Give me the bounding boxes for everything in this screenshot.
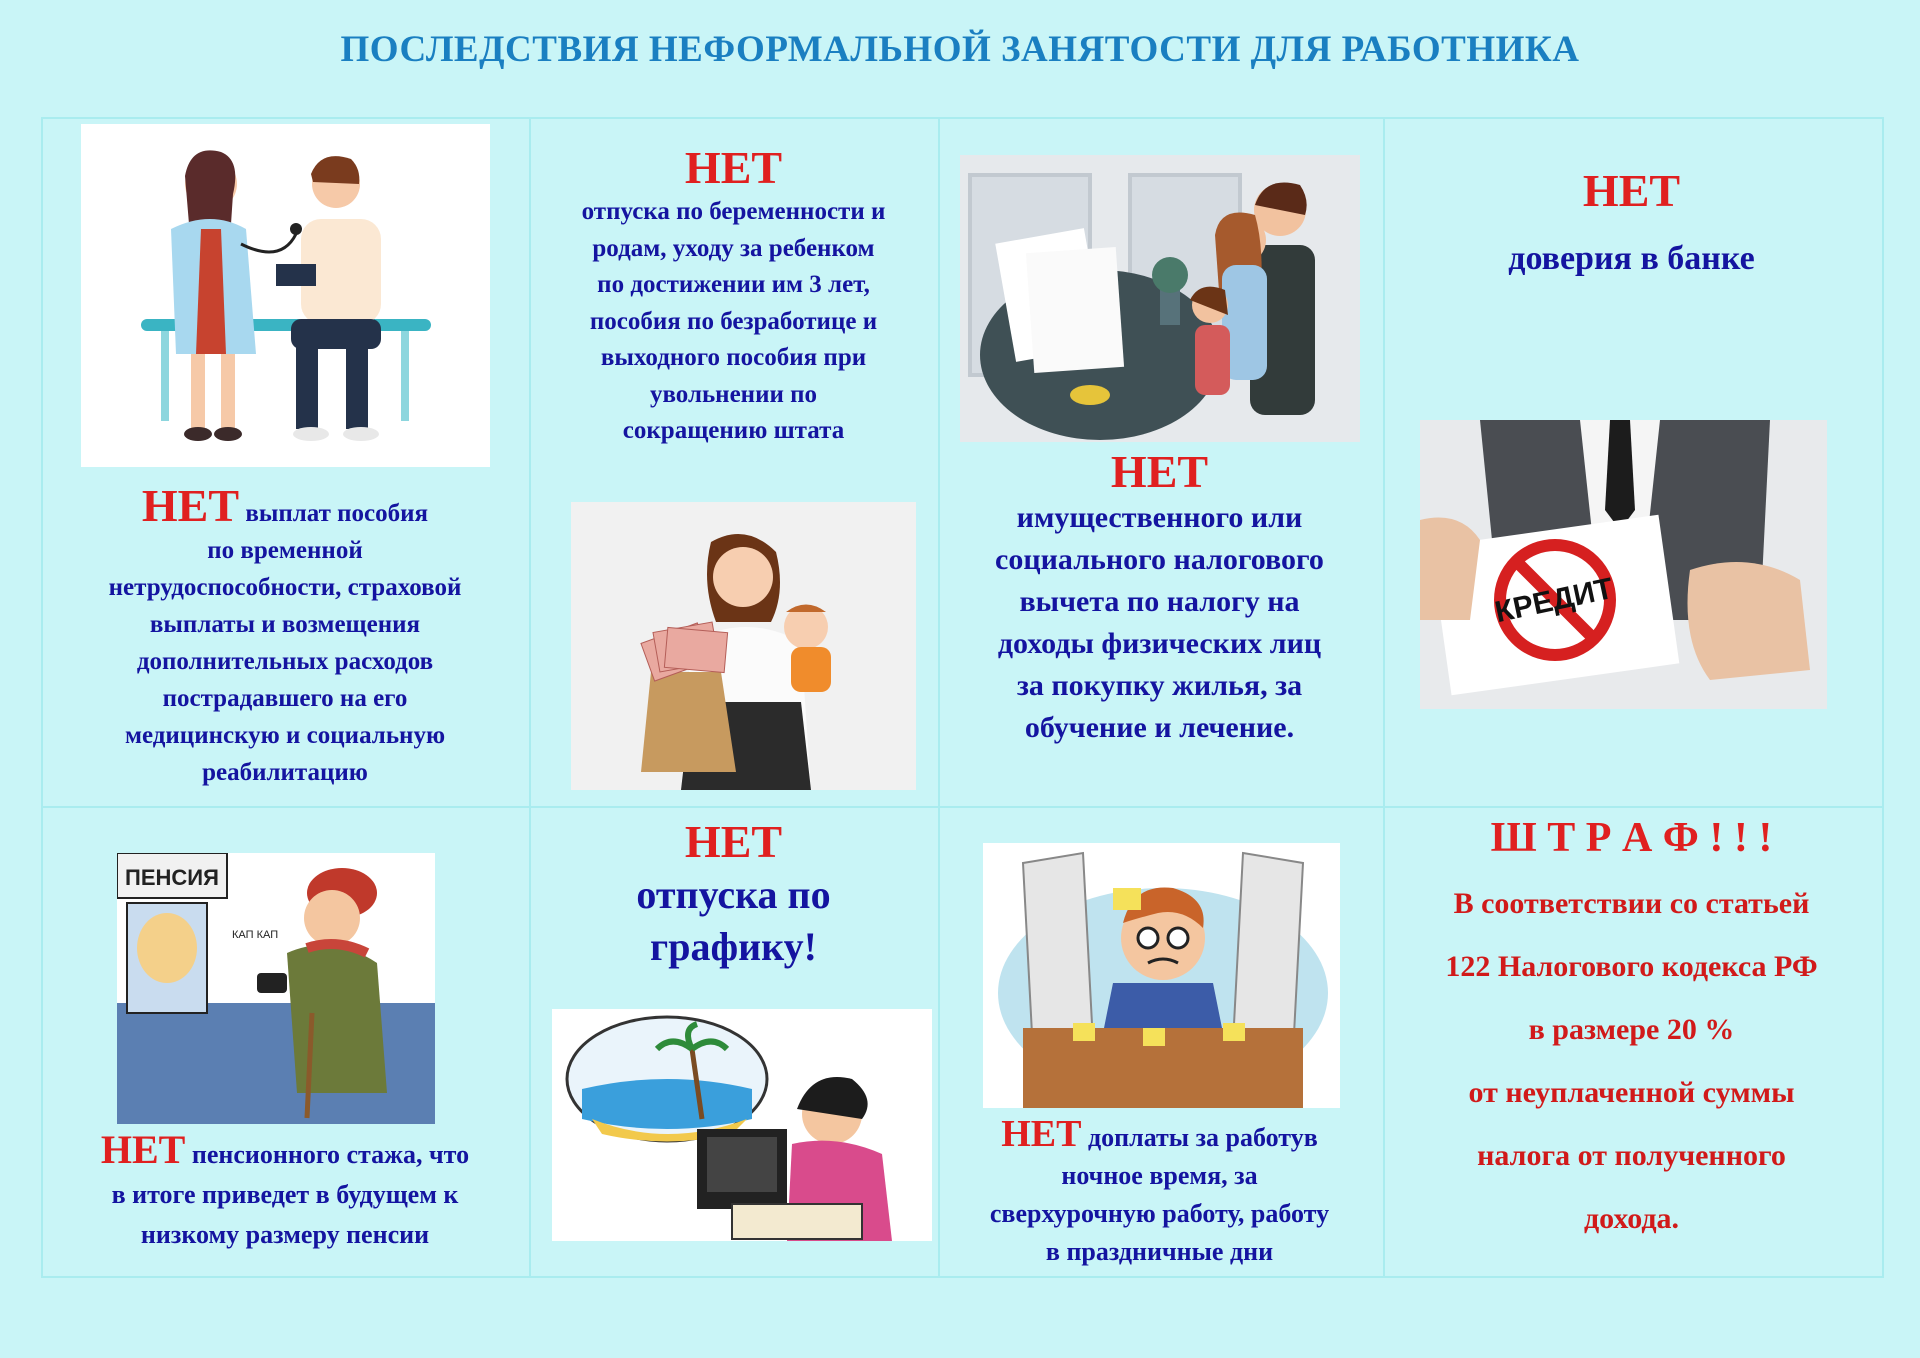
text-line: родам, уходу за ребенком: [592, 234, 875, 262]
text-line: отпуска по: [636, 872, 831, 917]
vacation-dream-cartoon: [552, 1009, 932, 1241]
text-line: за покупку жилья, за: [1016, 669, 1303, 702]
text-line: увольнении по: [649, 380, 818, 408]
text-line: графику!: [650, 924, 817, 969]
cell8-text: [1383, 810, 1880, 1250]
cell1-text: [44, 480, 526, 791]
text-line: в размере 20 %: [1528, 1013, 1735, 1046]
text-line: доплаты за работув: [1087, 1123, 1318, 1152]
text-line: отпуска по беременности и: [581, 198, 886, 225]
mother-baby-illustration: [571, 502, 916, 790]
text-line: дохода.: [1583, 1202, 1680, 1235]
text-line: доходы физических лиц: [997, 627, 1322, 660]
no-credit-photo: [1420, 420, 1827, 709]
text-line: нетрудоспособности, страховой: [108, 574, 462, 601]
text-line: ночное время, за: [1061, 1161, 1258, 1190]
text-line: социального налогового: [995, 543, 1324, 576]
pension-cartoon: [117, 853, 435, 1124]
text-line: по достижении им 3 лет,: [597, 271, 870, 298]
text-line: пенсионного стажа, что: [191, 1140, 470, 1169]
text-line: в праздничные дни: [1045, 1237, 1274, 1266]
text-line: вычета по налогу на: [1019, 585, 1300, 618]
net-label: НЕТ: [1110, 446, 1209, 497]
cell2-text: [530, 142, 937, 450]
family-tax-illustration: [960, 155, 1360, 442]
drip-text: КАП КАП: [232, 929, 279, 941]
credit-sign-text: КРЕДИТ: [1492, 572, 1616, 630]
cell3-text: [937, 447, 1382, 749]
fine-heading: Ш Т Р А Ф ! ! !: [1490, 815, 1773, 861]
text-line: выплаты и возмещения: [149, 611, 421, 638]
text-line: сокращению штата: [622, 417, 845, 444]
text-line: выходного пособия при: [600, 344, 867, 371]
page-title: ПОСЛЕДСТВИЯ НЕФОРМАЛЬНОЙ ЗАНЯТОСТИ ДЛЯ РАБОТНИКА: [340, 29, 1580, 70]
text-line: пострадавшего на его: [162, 685, 408, 712]
overworked-cartoon: [983, 843, 1340, 1108]
text-line: налога от полученного: [1477, 1139, 1786, 1172]
text-line: обучение и лечение.: [1024, 711, 1295, 744]
text-line: от неуплаченной суммы: [1468, 1076, 1795, 1109]
text-line: выплат пособия: [245, 500, 429, 527]
text-line: В соответствии со статьей: [1453, 887, 1810, 920]
text-line: доверия в банке: [1508, 240, 1755, 277]
cell5-text: [44, 1127, 526, 1255]
text-line: реабилитацию: [202, 759, 368, 786]
net-label: НЕТ: [1001, 1113, 1082, 1155]
cell4-text: [1383, 163, 1880, 279]
text-line: медицинскую и социальную: [124, 722, 446, 749]
net-label: НЕТ: [684, 816, 783, 867]
text-line: дополнительных расходов: [136, 648, 434, 675]
net-label: НЕТ: [100, 1127, 186, 1172]
text-line: имущественного или: [1016, 501, 1303, 534]
doctor-patient-illustration: [81, 124, 490, 467]
text-line: низкому размеру пенсии: [140, 1220, 430, 1249]
net-label: НЕТ: [1582, 165, 1681, 216]
text-line: пособия по безработице и: [589, 307, 878, 335]
text-line: в итоге приведет в будущем к: [111, 1180, 459, 1209]
text-line: по временной: [207, 537, 363, 564]
text-line: 122 Налогового кодекса РФ: [1445, 950, 1818, 983]
pension-sign-text: ПЕНСИЯ: [125, 865, 219, 890]
text-line: сверхурочную работу, работу: [989, 1199, 1330, 1228]
cell7-text: [937, 1115, 1382, 1271]
net-label: НЕТ: [141, 480, 240, 531]
cell6-text: [530, 815, 937, 973]
net-label: НЕТ: [684, 142, 783, 193]
